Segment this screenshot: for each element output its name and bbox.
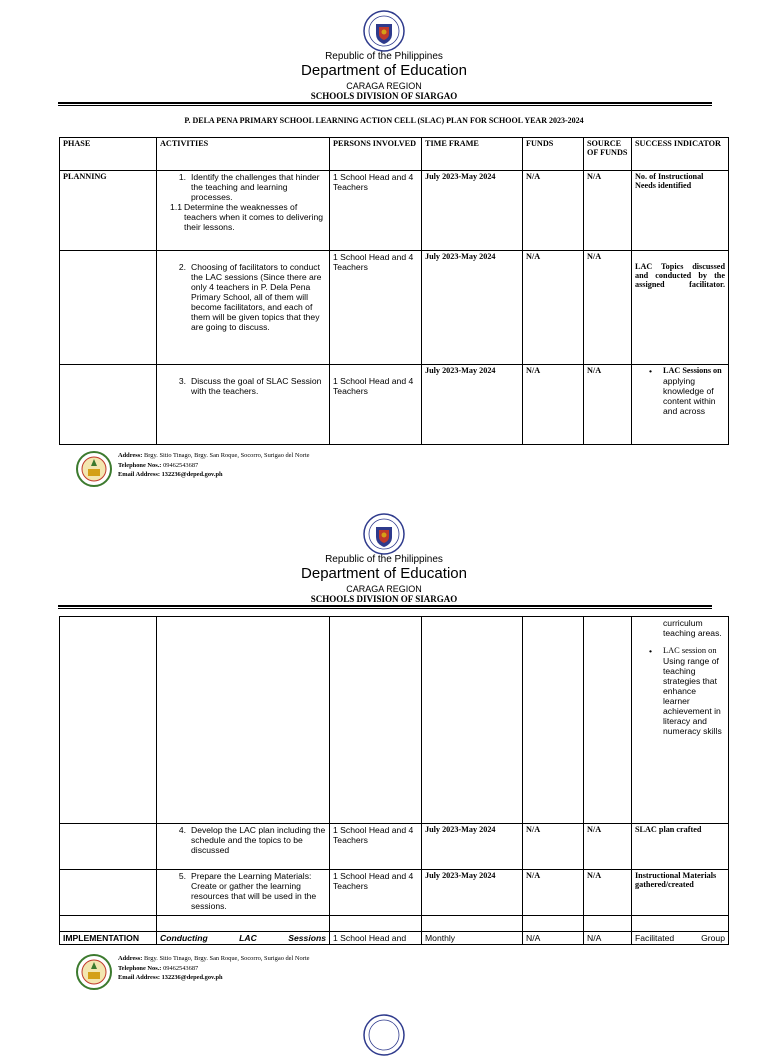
activity-cell: Conducting LAC Sessions (157, 932, 330, 945)
division-line: SCHOOLS DIVISION OF SIARGAO (310, 91, 458, 101)
activity-cell (157, 870, 330, 916)
address-label: Address: (118, 955, 143, 962)
indicator-cell: Instructional Materials gathered/created (632, 870, 729, 916)
time-cell: July 2023-May 2024 (422, 870, 523, 916)
persons-cell: 1 School Head and 4 Teachers (330, 251, 422, 365)
indicator-bullet-bold: LAC Sessions on (663, 366, 722, 375)
activity-text: Develop the LAC plan including the schedule and the topics to be discussed (191, 825, 326, 855)
source-cell: N/A (584, 870, 632, 916)
col-time: TIME FRAME (422, 138, 523, 171)
phase-cell: PLANNING (60, 171, 157, 251)
header-rule (58, 102, 712, 104)
source-cell: N/A (584, 824, 632, 870)
indicator-cell: SLAC plan crafted (632, 824, 729, 870)
plan-title: P. DELA PENA PRIMARY SCHOOL LEARNING ACTION CELL (SLAC) PLAN FOR SCHOOL YEAR 2023-2024 (184, 116, 584, 125)
time-cell: July 2023-May 2024 (422, 365, 523, 445)
col-activities: ACTIVITIES (157, 138, 330, 171)
footer-contact (118, 954, 309, 983)
activity-text: Discuss the goal of SLAC Session with the teachers. (191, 376, 322, 396)
activity-cell (157, 365, 330, 445)
persons-cell (330, 365, 422, 445)
persons-cell: 1 School Head and 4 Teachers (330, 171, 422, 251)
col-phase: PHASE (60, 138, 157, 171)
republic-line: Republic of the Philippines (325, 51, 443, 62)
phase-cell (60, 870, 157, 916)
indicator-cell (632, 617, 729, 824)
table-row-spacer (60, 916, 729, 932)
header-rule-thin (58, 105, 712, 106)
source-cell: N/A (584, 251, 632, 365)
email-value: 132236@deped.gov.ph (161, 471, 223, 478)
activity-text: Identify the challenges that hinder the teaching and learning processes. (191, 172, 320, 202)
activity-number: 1. (178, 172, 186, 182)
activity-cell (157, 251, 330, 365)
header-rule (58, 605, 712, 607)
persons-text: 1 School Head and 4 Teachers (333, 376, 414, 396)
activity-number: 3. (178, 376, 186, 386)
email-value: 132236@deped.gov.ph (161, 974, 223, 981)
time-cell: July 2023-May 2024 (422, 824, 523, 870)
activity-text: Prepare the Learning Materials: Create or gather the learning resources that will be used in the sessions. (191, 871, 317, 911)
activity-number: 5. (178, 871, 186, 881)
indicator-cell: No. of Instructional Needs identified (632, 171, 729, 251)
department-title: Department of Education (301, 62, 467, 79)
phase-cell (60, 365, 157, 445)
phase-cell (60, 617, 157, 824)
phone-label: Telephone Nos.: (118, 461, 162, 469)
phase-cell (60, 251, 157, 365)
indicator-text: LAC Topics discussed and conducted by the assigned facilitator. (635, 262, 725, 289)
bullet-icon: • (649, 366, 653, 376)
time-cell: July 2023-May 2024 (422, 251, 523, 365)
persons-cell: 1 School Head and 4 Teachers (330, 824, 422, 870)
indicator-bullet-rest: Using range of teaching strategies that enhance learner achievement in literacy and numeracy skills (663, 656, 722, 736)
indicator-cell (632, 251, 729, 365)
email-label: Email Address: (118, 471, 160, 478)
funds-cell: N/A (523, 870, 584, 916)
source-cell (584, 617, 632, 824)
activity-cell (157, 171, 330, 251)
deped-seal-icon (363, 513, 405, 555)
source-cell: N/A (584, 365, 632, 445)
funds-cell: N/A (523, 365, 584, 445)
activity-number: 2. (178, 262, 186, 272)
source-cell: N/A (584, 171, 632, 251)
phone-value: 09462543687 (163, 964, 199, 972)
time-cell (422, 617, 523, 824)
activity-cell (157, 824, 330, 870)
indicator-cell (632, 365, 729, 445)
activity-number: 4. (178, 825, 186, 835)
col-indicator: SUCCESS INDICATOR (632, 138, 729, 171)
persons-cell: 1 School Head and 4 Teachers (330, 870, 422, 916)
division-line: SCHOOLS DIVISION OF SIARGAO (310, 594, 458, 604)
time-cell: Monthly (422, 932, 523, 945)
funds-cell (523, 617, 584, 824)
phone-value: 09462543687 (163, 461, 199, 469)
school-logo-icon (76, 954, 112, 990)
table-row (60, 870, 729, 916)
table-row (60, 365, 729, 445)
indicator-continued: curriculum teaching areas. (663, 618, 722, 638)
persons-cell: 1 School Head and (330, 932, 422, 945)
subactivity-number: 1.1 (170, 202, 182, 212)
header-rule-thin (58, 608, 712, 609)
col-persons: PERSONS INVOLVED (330, 138, 422, 171)
region-line: CARAGA REGION (346, 584, 422, 594)
footer-contact (118, 451, 309, 480)
col-source: SOURCE OF FUNDS (584, 138, 632, 171)
table-row (60, 171, 729, 251)
persons-cell (330, 617, 422, 824)
school-logo-icon (76, 451, 112, 487)
indicator-bullet-rest: applying knowledge of content within and across (663, 376, 716, 416)
indicator-bullet-serif: LAC session on (663, 646, 717, 655)
activity-text: Choosing of facilitators to conduct the LAC sessions (Since there are only 4 teachers in P. Dela Pena Primary School, all of them will become facilitators, and each of them will be given topics that they are going to discuss. (191, 262, 322, 332)
slac-plan-table-page1 (59, 137, 729, 445)
phase-cell: IMPLEMENTATION (60, 932, 157, 945)
phase-cell (60, 824, 157, 870)
phone-label: Telephone Nos.: (118, 964, 162, 972)
col-funds: FUNDS (523, 138, 584, 171)
funds-cell: N/A (523, 251, 584, 365)
table-header-row (60, 138, 729, 171)
activity-cell (157, 617, 330, 824)
address-label: Address: (118, 452, 143, 459)
deped-seal-icon (363, 10, 405, 52)
table-row (60, 824, 729, 870)
table-row (60, 251, 729, 365)
address-value: Brgy. Sitio Tinago, Brgy. San Roque, Socorro, Surigao del Norte (144, 955, 310, 962)
funds-cell: N/A (523, 932, 584, 945)
bullet-icon: • (649, 646, 653, 656)
department-title: Department of Education (301, 565, 467, 582)
slac-plan-table-page2 (59, 616, 729, 945)
region-line: CARAGA REGION (346, 81, 422, 91)
source-cell: N/A (584, 932, 632, 945)
email-label: Email Address: (118, 974, 160, 981)
time-cell: July 2023-May 2024 (422, 171, 523, 251)
indicator-cell: Facilitated Group (632, 932, 729, 945)
table-row (60, 932, 729, 945)
funds-cell: N/A (523, 171, 584, 251)
republic-line: Republic of the Philippines (325, 554, 443, 565)
table-row (60, 617, 729, 824)
subactivity-text: Determine the weaknesses of teachers when it comes to delivering their lessons. (184, 202, 324, 232)
deped-seal-icon (363, 1014, 405, 1056)
address-value: Brgy. Sitio Tinago, Brgy. San Roque, Socorro, Surigao del Norte (144, 452, 310, 459)
funds-cell: N/A (523, 824, 584, 870)
